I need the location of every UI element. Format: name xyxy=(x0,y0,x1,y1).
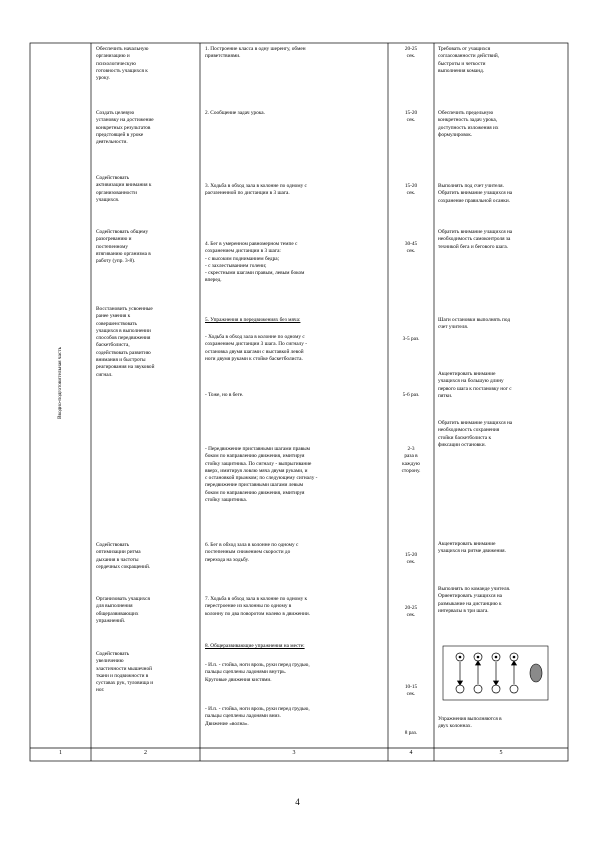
note-5c: Обратить внимание учащихся на необходимость сохранения стойки баскетболиста к фиксации остановки. xyxy=(438,420,513,448)
dose-7: 20-25 сек. xyxy=(404,605,418,619)
dose-5b: 5-6 раз. xyxy=(402,392,420,398)
dose-8b: 8 раз. xyxy=(404,730,418,736)
dose-2: 15-20 сек. xyxy=(404,110,418,124)
content-1: 1. Построение класса в одну шеренгу, обмен приветствиями. xyxy=(205,46,306,60)
movement-arrows xyxy=(458,661,517,685)
content-5-heading: 5. Упражнения в передвижениях без мяча: xyxy=(205,317,301,323)
dose-5a: 3-5 раз. xyxy=(402,336,420,342)
dose-1: 20-25 сек. xyxy=(404,46,418,60)
footer-col-3: 3 xyxy=(292,750,296,756)
note-3: Выполнять под счет учителя. Обратить внимание учащихся на сохранение правильной осанки. xyxy=(438,183,513,204)
note-5d: Акцентировать внимание учащихся на ритме движения. xyxy=(438,541,506,555)
task-7: Организовать учащихся для выполнения общеразвивающих упражнений. xyxy=(96,596,150,624)
footer-col-5: 5 xyxy=(499,750,503,756)
student-bottom-3 xyxy=(492,685,500,693)
task-2: Создать целевую установку на достижение конкретных результатов предстоящей в уроке деятельности. xyxy=(96,110,154,146)
footer-col-1: 1 xyxy=(59,750,62,756)
task-6: Содействовать оптимизации ритма дыхания в частоты сердечных сокращений. xyxy=(96,542,151,570)
content-8-heading: 8. Общеразвивающие упражнения на месте: xyxy=(205,643,305,649)
task-1: Обеспечить начальную организацию и психологическую готовность учащихся к уроку. xyxy=(96,46,149,82)
page-number: 4 xyxy=(295,797,300,807)
content-5a: - Ходьба в обход зала в колонне по одному с сохранением дистанции 3 шага. По сигналу - остановка двумя шагами с выставкой левой ноги двумя руками к стойке баскетболиста. xyxy=(205,334,308,362)
task-5: Восстановить усвоенные ранее умения к совершенствовать учащихся в выполнении способов передвижения баскетболиста, содействовать развитию внимания и быстроты реагирования на звуковой сигнал. xyxy=(96,306,155,378)
content-2: 2. Сообщение задач урока. xyxy=(205,110,265,116)
note-5b: Акцентировать внимание учащихся на большую длину первого шага к постановку ног с пятки. xyxy=(438,371,512,399)
student-bottom-2 xyxy=(474,685,482,693)
content-3: 3. Ходьба в обход зала в колонне по одному с расчлененной по дистанции в 3 шага. xyxy=(205,183,307,197)
teacher-marker xyxy=(530,664,542,682)
section-label: Вводно-подготовительная часть xyxy=(57,346,63,420)
dose-6: 15-20 сек. xyxy=(404,552,418,566)
footer-col-4: 4 xyxy=(409,750,413,756)
note-7: Выполнять по команде учителя. Ориентировать учащихся на размыкание на дистанцию к интервалы в три шага. xyxy=(438,586,511,614)
note-1: Требовать от учащихся согласованности действий, быстроты и четкости выполнения команд. xyxy=(438,46,499,74)
content-8a: - И.п. - стойка, ноги врозь, руки перед грудью, пальцы сцеплены ладонями внутрь. Круговые движения кистями. xyxy=(205,662,310,683)
content-7: 7. Ходьба в обход зала в колонне по одному к перестроение из колонны по одному в колонну по два поворотом налево в движении. xyxy=(205,596,311,617)
note-8: Упражнения выполняются в двух колоннах. xyxy=(438,716,502,730)
task-3: Содействовать активизации внимания к организованности учащихся. xyxy=(96,175,152,203)
student-bottom-1 xyxy=(456,685,464,693)
student-bottom-4 xyxy=(510,685,518,693)
content-8b: - И.п. - стойка, ноги врозь, руки перед грудью, пальцы сцеплены ладонями вниз. Движение «волна». xyxy=(205,706,310,727)
dose-4: 30-45 сек. xyxy=(404,241,418,255)
note-5a: Шаги остановки выполнять под счет учителя. xyxy=(438,317,511,331)
content-5c: - Передвижение приставными шагами правым боком по направлению движения, имитируя стойку защитника. По сигналу - выпрыгивание вверх, имитируя ловлю мяча двумя руками, и с остановкой прыжком; по следующему сигналу - передвижение приставными шагами левым боком по направлению движения, имитируя стойку защитника. xyxy=(205,446,318,504)
content-6: 6. Бег в обход зала в колонне по одному с постепенным снижением скорости до перехода на ходьбу. xyxy=(205,542,299,563)
content-5b: - Тоже, но в беге. xyxy=(205,392,244,398)
dose-3: 15-20 сек. xyxy=(404,183,418,197)
task-8: Содействовать увеличению эластичности мышечной ткани и подвижности в суставах рук, туловища и ног. xyxy=(96,651,154,694)
formation-diagram xyxy=(442,645,552,703)
task-4: Содействовать общему разогреванию и постепенному втягиванию организма в работу (упр. 3-8). xyxy=(96,229,151,265)
footer-col-2: 2 xyxy=(144,750,147,756)
dose-8a: 10-15 сек. xyxy=(404,684,418,698)
dose-5c: 2-3 раза в каждую сторону. xyxy=(401,446,421,474)
note-4: Обратить внимание учащихся на необходимость самоконтроля за техникой бега и бегового шага. xyxy=(438,229,513,250)
note-2: Обеспечить предельную конкретность задач урока, доступность изложения их формулировок. xyxy=(438,110,499,138)
content-4: 4. Бег в умеренном равномерном темпе с сохранением дистанции в 3 шага: - с высоким подниманием бедра; - с захлестыванием голени; - скрестными шагами правым, левым боком вперед. xyxy=(205,241,305,284)
